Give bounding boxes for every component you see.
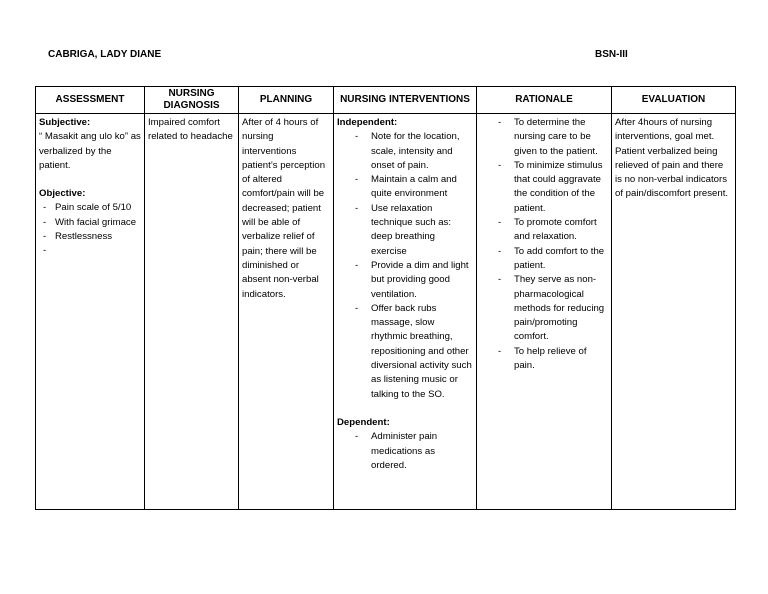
rationale-item: - To help relieve of pain. [480,345,608,374]
care-plan-row [36,114,736,510]
intervention-item: - Maintain a calm and quite environment [337,173,473,202]
rationale-item: - To add comfort to the patient. [480,245,608,274]
intervention-item: - Use relaxation technique such as: deep breathing exercise [337,202,473,259]
subjective-text: “ Masakit ang ulo ko” as verbalized by the patient. [39,131,141,171]
objective-list [39,201,141,244]
rationale-item: - To promote comfort and relaxation. [480,216,608,245]
assessment-cell [36,114,145,510]
dependent-label: Dependent: [337,416,390,428]
nursing-care-plan-table [35,86,736,510]
intervention-item: - Provide a dim and light but providing good ventilation. [337,259,473,302]
col-header-assessment: ASSESSMENT [36,87,145,114]
col-header-planning: PLANNING [239,87,334,114]
interventions-cell [334,114,477,510]
objective-label: Objective: [39,188,86,200]
objective-item: - Restlessness [39,230,141,244]
evaluation-cell [612,114,736,510]
independent-label: Independent: [337,117,398,128]
rationale-item: - To determine the nursing care to be given to the patient. [480,116,608,159]
student-name: CABRIGA, LADY DIANE [48,49,162,60]
rationale-list [480,116,608,373]
independent-list [337,130,473,402]
program-level: BSN-III [595,49,628,60]
intervention-item: - Note for the location, scale, intensity and onset of pain. [337,130,473,173]
intervention-item: - Administer pain medications as ordered. [337,430,473,473]
evaluation-text: After 4hours of nursing interventions, goal met. Patient verbalized being relieved of pain and there is no non-verbal indicators of pain/discomfort present. [615,117,729,200]
col-header-interventions: NURSING INTERVENTIONS [334,87,477,114]
col-header-rationale: RATIONALE [477,87,612,114]
rationale-cell [477,114,612,510]
rationale-item: - They serve as non-pharmacological methods for reducing pain/promoting comfort. [480,273,608,344]
objective-item: - Pain scale of 5/10 [39,201,141,215]
diagnosis-text: Impaired comfort related to headache [148,117,233,143]
objective-item: - With facial grimace [39,216,141,230]
intervention-item: - Offer back rubs massage, slow rhythmic breathing, repositioning and other diversional activity such as listening music or talking to the SO. [337,302,473,402]
planning-cell [239,114,334,510]
diagnosis-cell [145,114,239,510]
dependent-list [337,430,473,473]
header-row [36,87,736,114]
col-header-evaluation: EVALUATION [612,87,736,114]
subjective-label: Subjective: [39,117,91,128]
col-header-diagnosis: NURSING DIAGNOSIS [145,87,239,114]
rationale-item: - To minimize stimulus that could aggravate the condition of the patient. [480,159,608,216]
planning-text: After of 4 hours of nursing interventions patient’s perception of altered comfort/pain will be decreased; patient will be able of verbalize relief of pain; there will be diminished or absent non-verbal indicators. [242,117,326,300]
